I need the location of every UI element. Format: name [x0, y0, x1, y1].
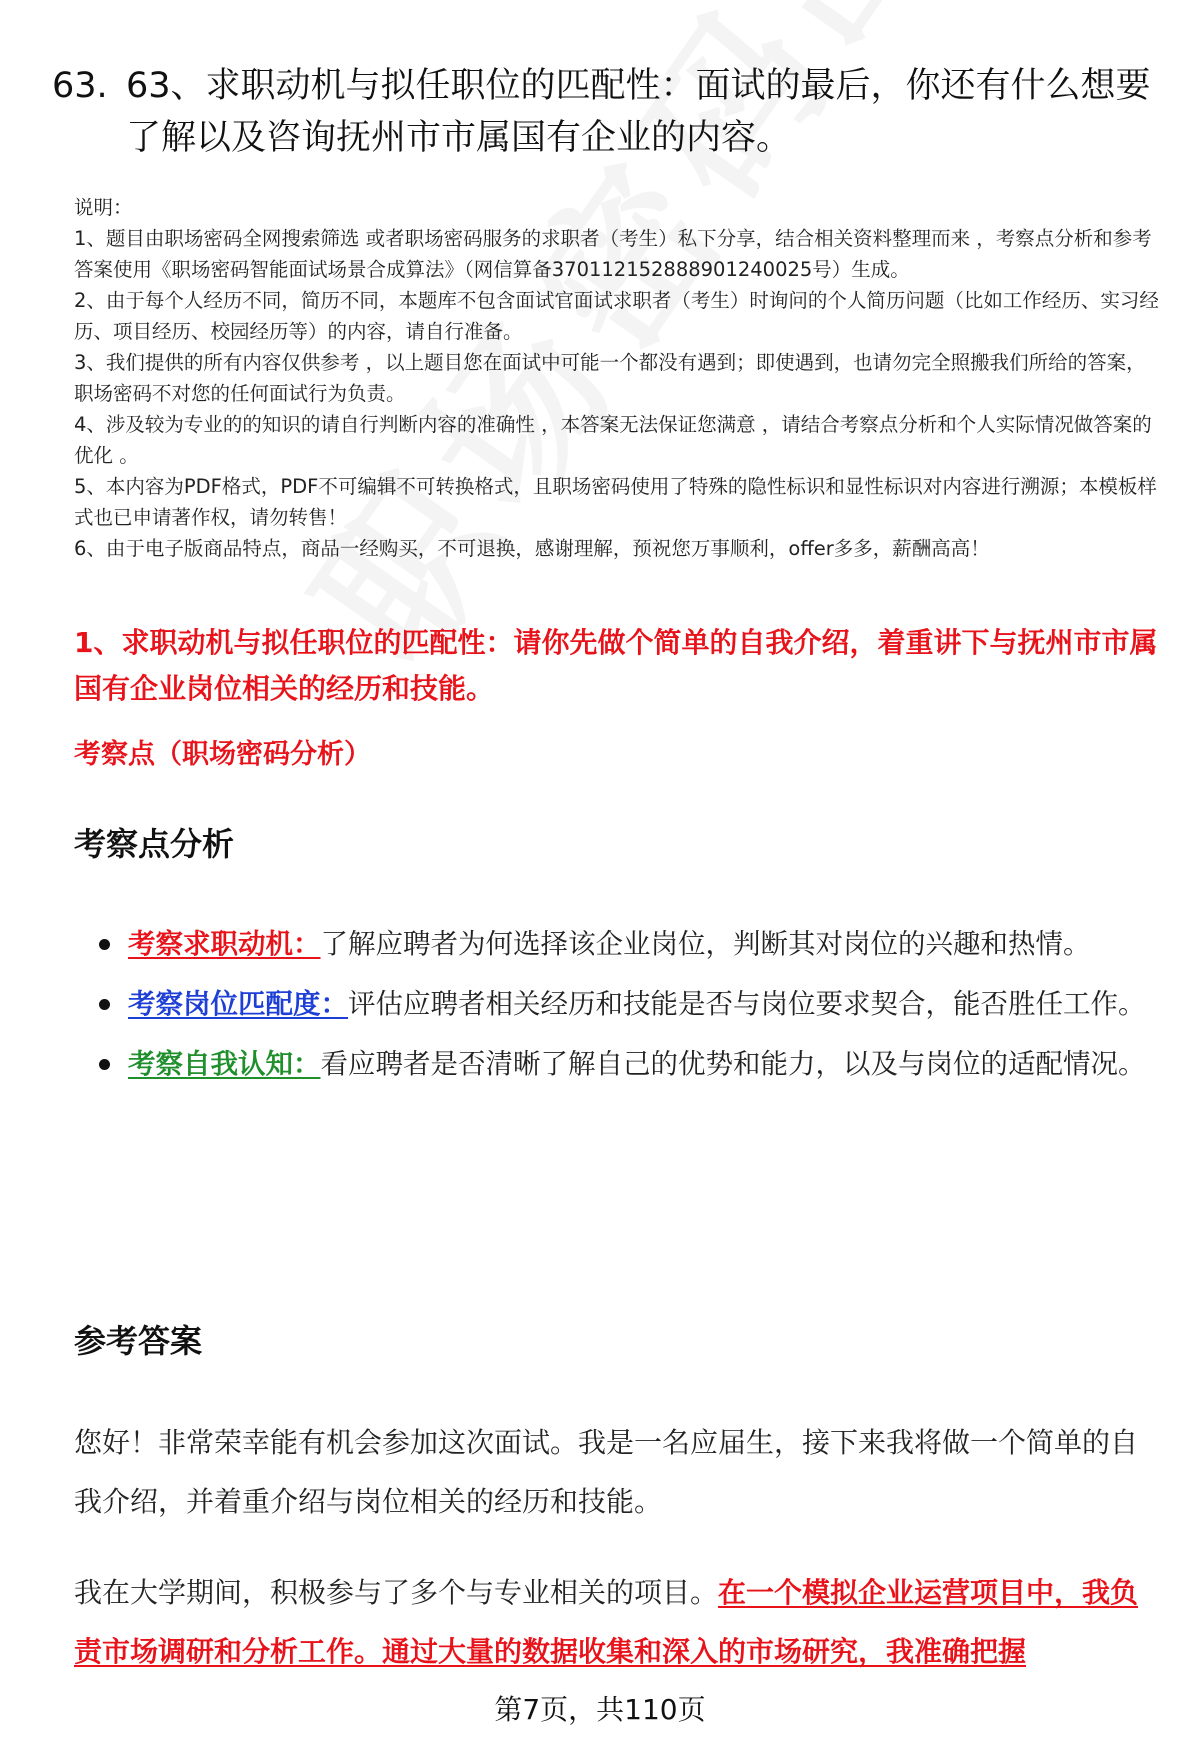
answer-text: 我在大学期间，积极参与了多个与专业相关的项目。	[74, 1576, 719, 1609]
answer-heading: 参考答案	[74, 1322, 203, 1360]
sub-question-heading: 1、求职动机与拟任职位的匹配性：请你先做个简单的自我介绍，着重讲下与抚州市市属国有企业岗位相关的经历和技能。	[74, 626, 1158, 705]
item-label: 考察自我认知：	[128, 1048, 321, 1080]
item-text: 看应聘者是否清晰了解自己的优势和能力，以及与岗位的适配情况。	[320, 1048, 1146, 1080]
note-line: 3、我们提供的所有内容仅供参考 ，以上题目您在面试中可能一个都没有遇到；即使遇到，也请勿完全照搬我们所给的答案，职场密码不对您的任何面试行为负责。	[74, 351, 1146, 405]
answer-paragraph: 您好！非常荣幸能有机会参加这次面试。我是一名应届生，接下来我将做一个简单的自我介绍，并着重介绍与岗位相关的经历和技能。	[74, 1426, 1139, 1518]
question-title	[52, 60, 1162, 164]
analysis-heading: 考察点分析	[74, 825, 235, 863]
item-text: 评估应聘者相关经历和技能是否与岗位要求契合，能否胜任工作。	[348, 988, 1146, 1020]
note-line: 6、由于电子版商品特点，商品一经购买，不可退换，感谢理解，预祝您万事顺利，offer多多，薪酬高高！	[74, 537, 990, 560]
item-label: 考察岗位匹配度：	[128, 988, 348, 1020]
answer-paragraph	[74, 1563, 1164, 1681]
answer-highlight: 在一个模拟企业运营项目中，我负责市场调研和分析工作。通过大量的数据收集和深入的市场研究，我准确把握	[74, 1576, 1139, 1668]
note-line: 4、涉及较为专业的的知识的请自行判断内容的准确性 ，本答案无法保证您满意 ，请结合考察点分析和个人实际情况做答案的优化 。	[74, 413, 1152, 467]
analysis-item	[74, 915, 1154, 974]
note-line: 1、题目由职场密码全网搜索筛选 或者职场密码服务的求职者（考生）私下分享，结合相关资料整理而来 ，考察点分析和参考答案使用《职场密码智能面试场景合成算法》（网信算备370112152888901240025号）生成。	[74, 227, 1152, 281]
note-line: 5、本内容为PDF格式，PDF不可编辑不可转换格式，且职场密码使用了特殊的隐性标识和显性标识对内容进行溯源；本模板样式也已申请著作权，请勿转售！	[74, 475, 1157, 529]
analysis-item	[74, 1035, 1154, 1094]
disclaimer-notes	[74, 192, 1160, 564]
kaochadian-label: 考察点（职场密码分析）	[74, 739, 371, 770]
analysis-list	[74, 915, 1154, 1095]
page-footer: 第7页，共110页	[494, 1693, 706, 1726]
note-line: 说明：	[74, 196, 133, 219]
item-text: 了解应聘者为何选择该企业岗位，判断其对岗位的兴趣和热情。	[320, 928, 1091, 960]
question-text: 63、求职动机与拟任职位的匹配性：面试的最后，你还有什么想要了解以及咨询抚州市市属国有企业的内容。	[126, 66, 1151, 158]
bullet-dot-icon	[99, 999, 110, 1010]
note-line: 2、由于每个人经历不同，简历不同，本题库不包含面试官面试求职者（考生）时询问的个人简历问题（比如工作经历、实习经历、项目经历、校园经历等）的内容，请自行准备。	[74, 289, 1159, 343]
question-number: 63.	[52, 66, 108, 106]
bullet-dot-icon	[99, 1059, 110, 1070]
bullet-dot-icon	[99, 939, 110, 950]
item-label: 考察求职动机：	[128, 928, 321, 960]
analysis-item	[74, 975, 1154, 1034]
